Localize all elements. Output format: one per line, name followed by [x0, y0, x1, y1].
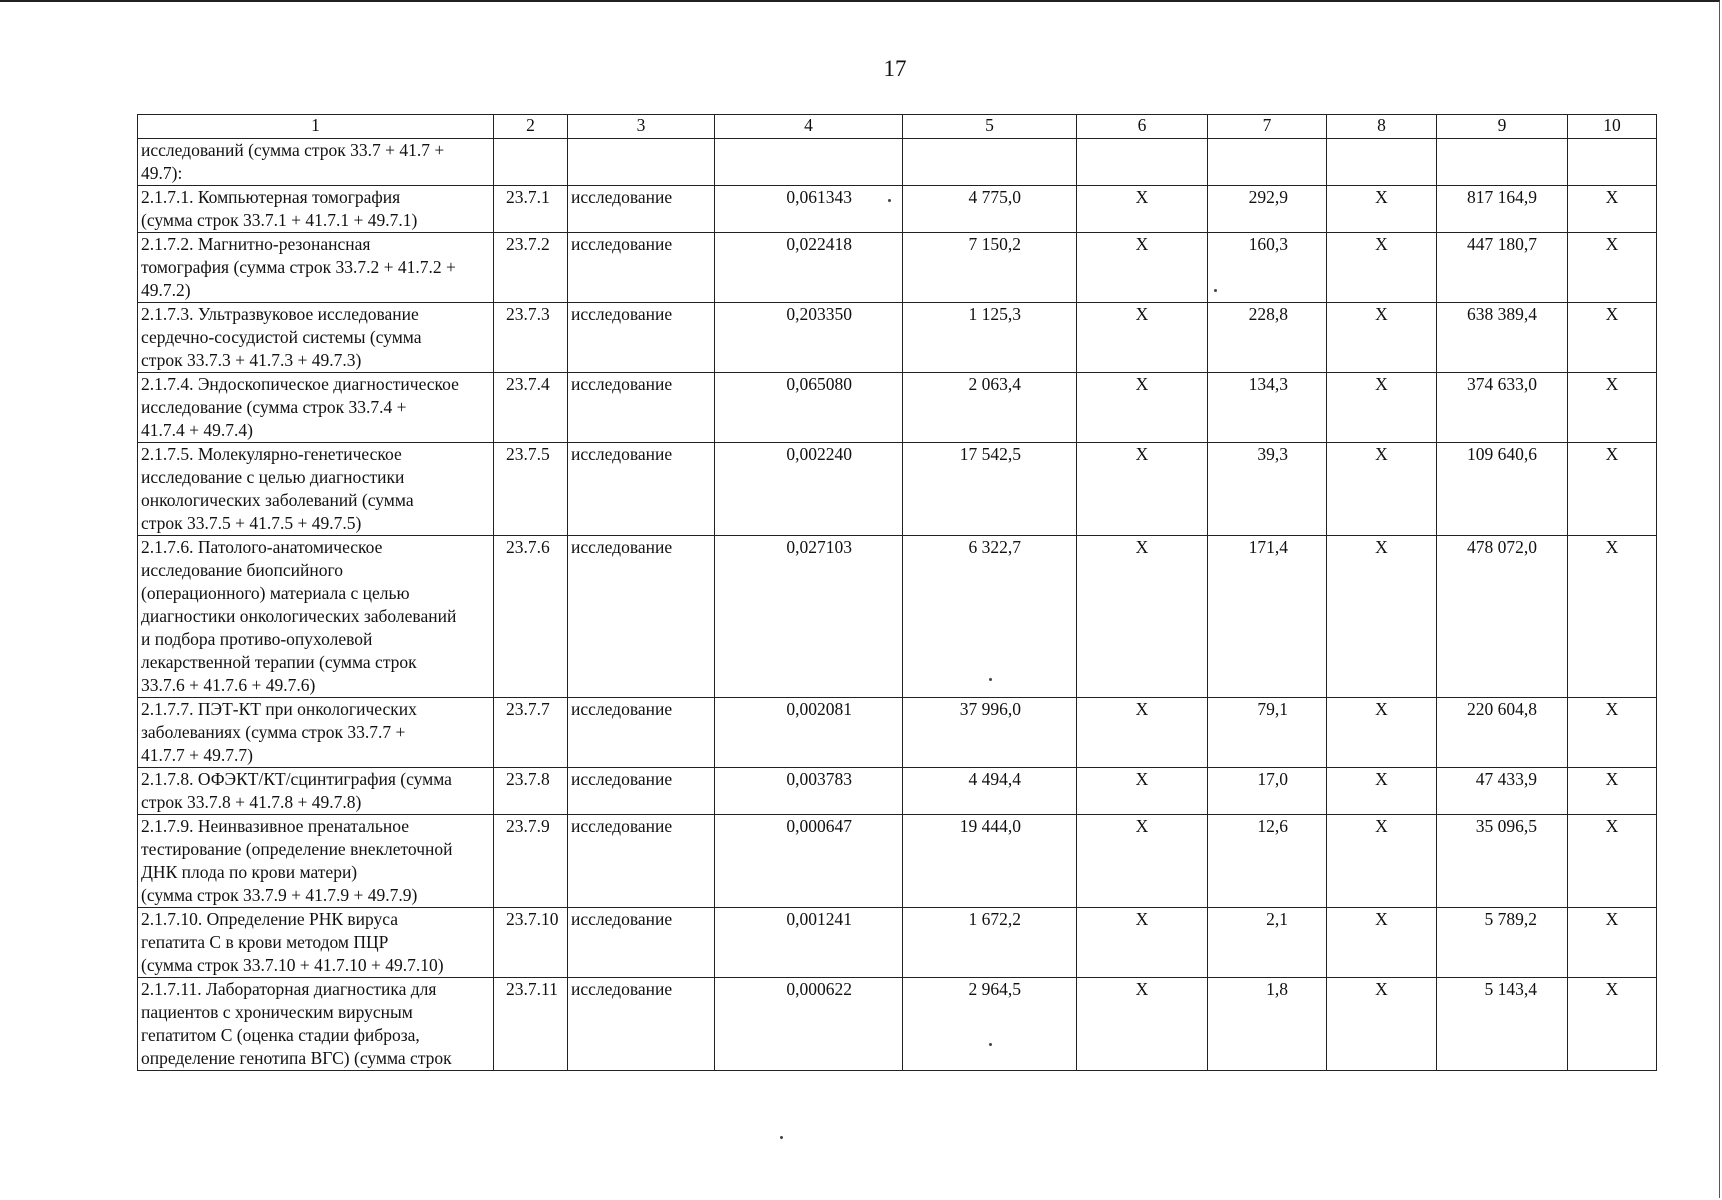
- row-name-line: ДНК плода по крови матери): [141, 862, 358, 882]
- value-cell-8: X: [1327, 698, 1437, 768]
- value-cell-4: 0,065080: [715, 373, 903, 443]
- row-name-line: пациентов с хроническим вирусным: [141, 1002, 413, 1022]
- value-cell-5: 17 542,5: [903, 443, 1077, 536]
- table-row: [138, 698, 1657, 768]
- table-row: [138, 373, 1657, 443]
- scan-speck: [888, 199, 891, 202]
- value-cell-5: [903, 139, 1077, 186]
- table-row: [138, 443, 1657, 536]
- value-cell-7: 1,8: [1208, 978, 1327, 1071]
- column-header: 1: [138, 115, 494, 139]
- row-name-line: исследование биопсийного: [141, 560, 343, 580]
- value-cell-8: X: [1327, 186, 1437, 233]
- unit-cell: исследование: [568, 233, 715, 303]
- value-cell-9: 109 640,6: [1437, 443, 1568, 536]
- row-name-line: 2.1.7.2. Магнитно-резонансная: [141, 234, 371, 254]
- row-name-cell: [138, 186, 494, 233]
- value-cell-8: X: [1327, 536, 1437, 698]
- row-name-line: заболеваниях (сумма строк 33.7.7 +: [141, 722, 406, 742]
- value-cell-7: 17,0: [1208, 768, 1327, 815]
- table-row: [138, 139, 1657, 186]
- row-name-line: 41.7.4 + 49.7.4): [141, 420, 253, 440]
- row-name-line: и подбора противо-опухолевой: [141, 629, 373, 649]
- scan-speck: [1214, 289, 1217, 292]
- row-name-line: строк 33.7.3 + 41.7.3 + 49.7.3): [141, 350, 362, 370]
- unit-cell: исследование: [568, 908, 715, 978]
- table-row: [138, 815, 1657, 908]
- value-cell-7: 2,1: [1208, 908, 1327, 978]
- value-cell-10: X: [1568, 698, 1657, 768]
- row-name-line: 41.7.7 + 49.7.7): [141, 745, 253, 765]
- row-name-line: 2.1.7.7. ПЭТ-КТ при онкологических: [141, 699, 417, 719]
- value-cell-4: 0,000647: [715, 815, 903, 908]
- scan-speck: [989, 1043, 992, 1046]
- value-cell-6: X: [1077, 698, 1208, 768]
- unit-cell: исследование: [568, 443, 715, 536]
- code-cell: 23.7.8: [494, 768, 568, 815]
- code-cell: 23.7.10: [494, 908, 568, 978]
- column-header: 3: [568, 115, 715, 139]
- row-name-line: (сумма строк 33.7.1 + 41.7.1 + 49.7.1): [141, 210, 418, 230]
- code-cell: 23.7.1: [494, 186, 568, 233]
- value-cell-5: 19 444,0: [903, 815, 1077, 908]
- value-cell-7: [1208, 139, 1327, 186]
- value-cell-8: [1327, 139, 1437, 186]
- value-cell-8: X: [1327, 373, 1437, 443]
- value-cell-8: X: [1327, 815, 1437, 908]
- value-cell-7: 79,1: [1208, 698, 1327, 768]
- value-cell-4: 0,002081: [715, 698, 903, 768]
- unit-cell: исследование: [568, 978, 715, 1071]
- data-table: [137, 114, 1657, 1071]
- row-name-line: тестирование (определение внеклеточной: [141, 839, 453, 859]
- unit-cell: исследование: [568, 373, 715, 443]
- row-name-cell: [138, 815, 494, 908]
- row-name-line: 2.1.7.1. Компьютерная томография: [141, 187, 401, 207]
- value-cell-9: 47 433,9: [1437, 768, 1568, 815]
- value-cell-5: 1 125,3: [903, 303, 1077, 373]
- value-cell-7: 12,6: [1208, 815, 1327, 908]
- value-cell-6: X: [1077, 303, 1208, 373]
- code-cell: 23.7.3: [494, 303, 568, 373]
- value-cell-5: 4 494,4: [903, 768, 1077, 815]
- row-name-line: гепатитом С (оценка стадии фиброза,: [141, 1025, 420, 1045]
- value-cell-5: 6 322,7: [903, 536, 1077, 698]
- unit-cell: исследование: [568, 815, 715, 908]
- row-name-cell: [138, 978, 494, 1071]
- value-cell-6: X: [1077, 536, 1208, 698]
- value-cell-10: [1568, 139, 1657, 186]
- row-name-line: лекарственной терапии (сумма строк: [141, 652, 417, 672]
- value-cell-9: 374 633,0: [1437, 373, 1568, 443]
- value-cell-6: X: [1077, 815, 1208, 908]
- column-header: 9: [1437, 115, 1568, 139]
- value-cell-9: 5 143,4: [1437, 978, 1568, 1071]
- value-cell-4: 0,002240: [715, 443, 903, 536]
- value-cell-6: X: [1077, 978, 1208, 1071]
- value-cell-6: X: [1077, 443, 1208, 536]
- code-cell: 23.7.5: [494, 443, 568, 536]
- table-row: [138, 768, 1657, 815]
- code-cell: 23.7.2: [494, 233, 568, 303]
- value-cell-10: X: [1568, 908, 1657, 978]
- table-row: [138, 978, 1657, 1071]
- value-cell-10: X: [1568, 303, 1657, 373]
- row-name-line: диагностики онкологических заболеваний: [141, 606, 457, 626]
- value-cell-8: X: [1327, 908, 1437, 978]
- code-cell: 23.7.7: [494, 698, 568, 768]
- table-row: [138, 186, 1657, 233]
- table-row: [138, 536, 1657, 698]
- value-cell-5: 2 063,4: [903, 373, 1077, 443]
- page-number: 17: [883, 56, 907, 81]
- row-name-line: томография (сумма строк 33.7.2 + 41.7.2 +: [141, 257, 456, 277]
- row-name-line: (операционного) материала с целью: [141, 583, 410, 603]
- row-name-line: (сумма строк 33.7.9 + 41.7.9 + 49.7.9): [141, 885, 418, 905]
- row-name-line: 49.7):: [141, 163, 183, 183]
- column-header: 10: [1568, 115, 1657, 139]
- header-row: [138, 115, 1657, 139]
- row-name-line: онкологических заболеваний (сумма: [141, 490, 414, 510]
- value-cell-10: X: [1568, 186, 1657, 233]
- code-cell: [494, 139, 568, 186]
- column-header: 6: [1077, 115, 1208, 139]
- code-cell: 23.7.11: [494, 978, 568, 1071]
- value-cell-4: 0,027103: [715, 536, 903, 698]
- row-name-line: 2.1.7.9. Неинвазивное пренатальное: [141, 816, 409, 836]
- unit-cell: исследование: [568, 303, 715, 373]
- row-name-line: 2.1.7.5. Молекулярно-генетическое: [141, 444, 402, 464]
- row-name-cell: [138, 908, 494, 978]
- row-name-line: строк 33.7.5 + 41.7.5 + 49.7.5): [141, 513, 362, 533]
- value-cell-9: 447 180,7: [1437, 233, 1568, 303]
- unit-cell: исследование: [568, 186, 715, 233]
- value-cell-5: 4 775,0: [903, 186, 1077, 233]
- unit-cell: исследование: [568, 536, 715, 698]
- row-name-line: исследование (сумма строк 33.7.4 +: [141, 397, 407, 417]
- value-cell-8: X: [1327, 443, 1437, 536]
- value-cell-7: 228,8: [1208, 303, 1327, 373]
- value-cell-7: 171,4: [1208, 536, 1327, 698]
- scan-speck: [780, 1136, 783, 1139]
- unit-cell: исследование: [568, 698, 715, 768]
- row-name-line: 2.1.7.3. Ультразвуковое исследование: [141, 304, 419, 324]
- table-row: [138, 233, 1657, 303]
- value-cell-9: 478 072,0: [1437, 536, 1568, 698]
- table-row: [138, 908, 1657, 978]
- column-header: 7: [1208, 115, 1327, 139]
- value-cell-9: [1437, 139, 1568, 186]
- row-name-cell: [138, 139, 494, 186]
- value-cell-5: 1 672,2: [903, 908, 1077, 978]
- value-cell-10: X: [1568, 978, 1657, 1071]
- row-name-line: исследований (сумма строк 33.7 + 41.7 +: [141, 140, 445, 160]
- value-cell-4: 0,001241: [715, 908, 903, 978]
- column-header: 4: [715, 115, 903, 139]
- row-name-line: 33.7.6 + 41.7.6 + 49.7.6): [141, 675, 316, 695]
- value-cell-8: X: [1327, 233, 1437, 303]
- code-cell: 23.7.9: [494, 815, 568, 908]
- code-cell: 23.7.4: [494, 373, 568, 443]
- value-cell-9: 35 096,5: [1437, 815, 1568, 908]
- value-cell-6: X: [1077, 233, 1208, 303]
- row-name-line: 2.1.7.10. Определение РНК вируса: [141, 909, 399, 929]
- row-name-line: 2.1.7.11. Лабораторная диагностика для: [141, 979, 437, 999]
- value-cell-6: X: [1077, 908, 1208, 978]
- value-cell-7: 292,9: [1208, 186, 1327, 233]
- value-cell-6: X: [1077, 186, 1208, 233]
- value-cell-10: X: [1568, 373, 1657, 443]
- row-name-line: 2.1.7.6. Патолого-анатомическое: [141, 537, 383, 557]
- value-cell-6: X: [1077, 768, 1208, 815]
- value-cell-5: 37 996,0: [903, 698, 1077, 768]
- value-cell-7: 39,3: [1208, 443, 1327, 536]
- code-cell: 23.7.6: [494, 536, 568, 698]
- value-cell-10: X: [1568, 443, 1657, 536]
- row-name-cell: [138, 768, 494, 815]
- row-name-cell: [138, 536, 494, 698]
- value-cell-9: 5 789,2: [1437, 908, 1568, 978]
- value-cell-4: 0,003783: [715, 768, 903, 815]
- row-name-line: исследование с целью диагностики: [141, 467, 405, 487]
- value-cell-4: 0,022418: [715, 233, 903, 303]
- row-name-line: (сумма строк 33.7.10 + 41.7.10 + 49.7.10): [141, 955, 444, 975]
- value-cell-5: 7 150,2: [903, 233, 1077, 303]
- value-cell-10: X: [1568, 536, 1657, 698]
- value-cell-9: 817 164,9: [1437, 186, 1568, 233]
- value-cell-8: X: [1327, 303, 1437, 373]
- value-cell-10: X: [1568, 768, 1657, 815]
- value-cell-10: X: [1568, 815, 1657, 908]
- row-name-cell: [138, 303, 494, 373]
- row-name-line: 2.1.7.4. Эндоскопическое диагностическое: [141, 374, 459, 394]
- value-cell-9: 220 604,8: [1437, 698, 1568, 768]
- row-name-line: сердечно-сосудистой системы (сумма: [141, 327, 422, 347]
- row-name-cell: [138, 373, 494, 443]
- column-header: 8: [1327, 115, 1437, 139]
- value-cell-7: 160,3: [1208, 233, 1327, 303]
- column-header: 2: [494, 115, 568, 139]
- value-cell-4: 0,203350: [715, 303, 903, 373]
- value-cell-4: 0,000622: [715, 978, 903, 1071]
- row-name-cell: [138, 233, 494, 303]
- value-cell-5: 2 964,5: [903, 978, 1077, 1071]
- table-row: [138, 303, 1657, 373]
- value-cell-4: 0,061343: [715, 186, 903, 233]
- value-cell-4: [715, 139, 903, 186]
- value-cell-6: X: [1077, 373, 1208, 443]
- value-cell-10: X: [1568, 233, 1657, 303]
- row-name-line: определение генотипа ВГС) (сумма строк: [141, 1048, 452, 1068]
- row-name-line: строк 33.7.8 + 41.7.8 + 49.7.8): [141, 792, 362, 812]
- row-name-cell: [138, 698, 494, 768]
- value-cell-6: [1077, 139, 1208, 186]
- scan-speck: [989, 678, 992, 681]
- row-name-line: 2.1.7.8. ОФЭКТ/КТ/сцинтиграфия (сумма: [141, 769, 452, 789]
- unit-cell: [568, 139, 715, 186]
- value-cell-8: X: [1327, 768, 1437, 815]
- value-cell-7: 134,3: [1208, 373, 1327, 443]
- row-name-cell: [138, 443, 494, 536]
- column-header: 5: [903, 115, 1077, 139]
- value-cell-9: 638 389,4: [1437, 303, 1568, 373]
- row-name-line: гепатита С в крови методом ПЦР: [141, 932, 389, 952]
- unit-cell: исследование: [568, 768, 715, 815]
- row-name-line: 49.7.2): [141, 280, 191, 300]
- value-cell-8: X: [1327, 978, 1437, 1071]
